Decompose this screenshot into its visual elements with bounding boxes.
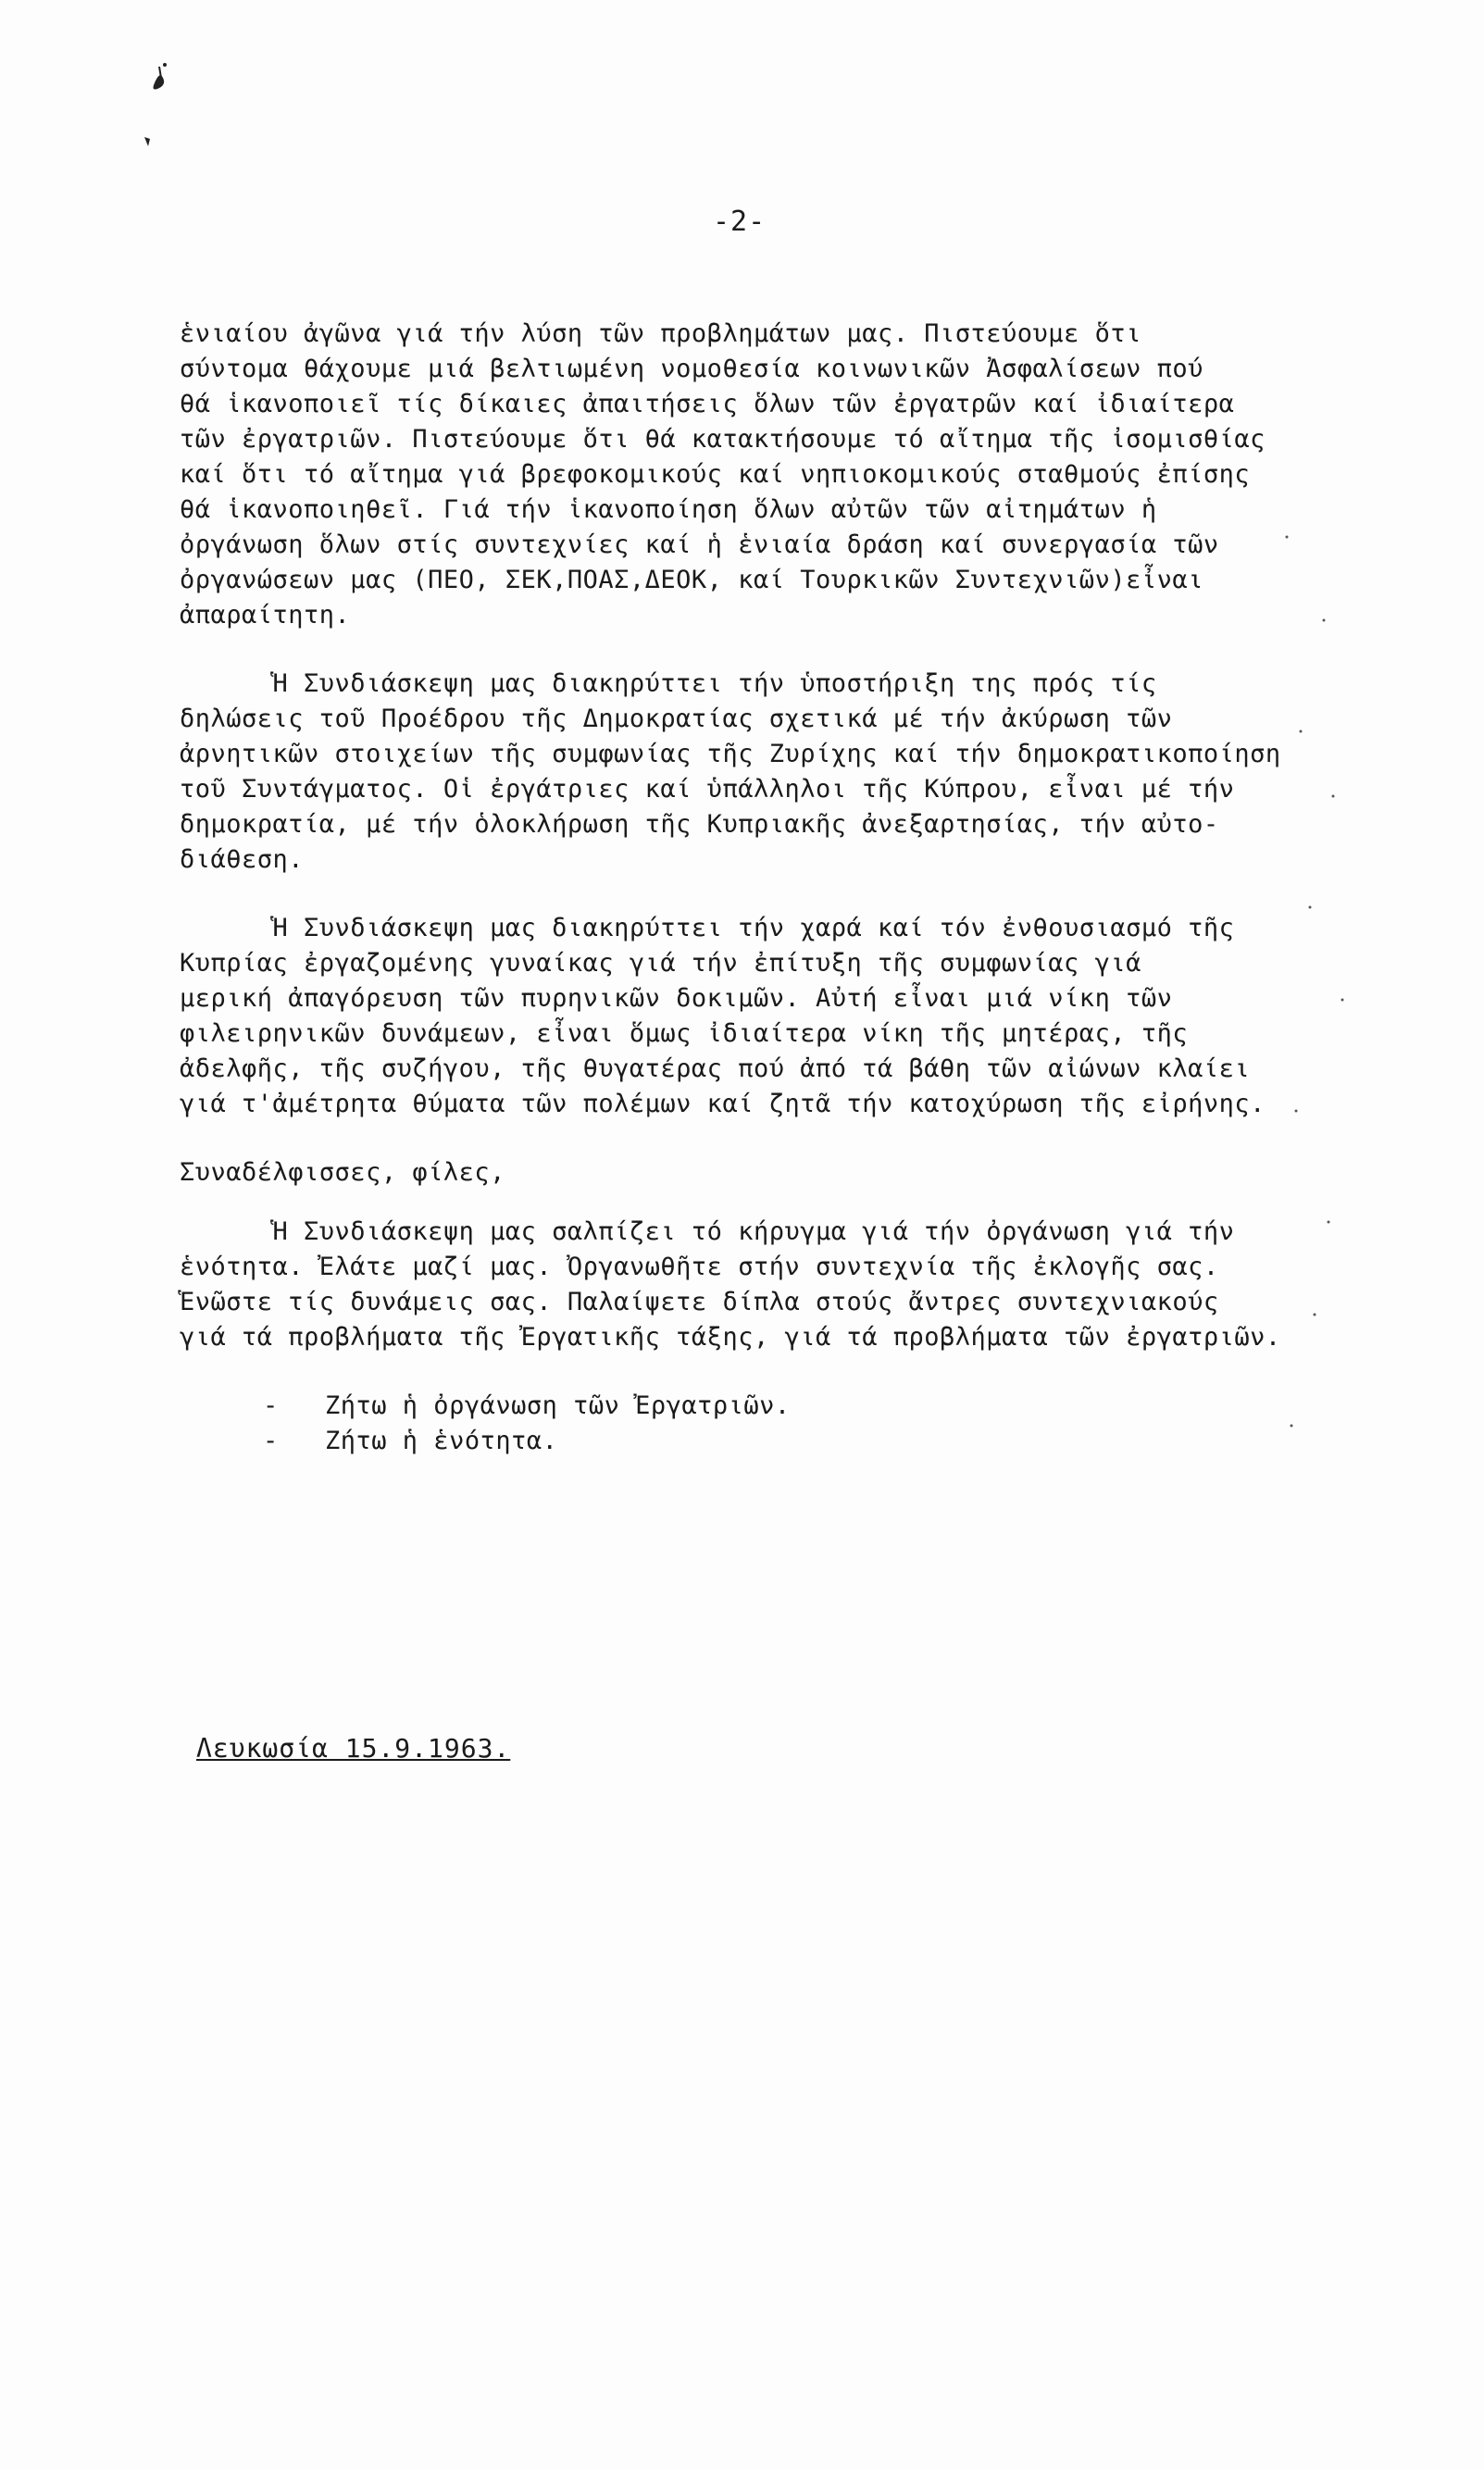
- dateline: Λευκωσία 15.9.1963.: [196, 1733, 511, 1764]
- text-line: ἑνιαίου ἀγῶνα γιά τήν λύση τῶν προβλημάτων μας. Πιστεύουμε ὅτι: [180, 319, 1141, 348]
- slogan-item: - Ζήτω ἡ ὀργάνωση τῶν Ἐργατριῶν.: [263, 1391, 791, 1420]
- text-line: ἀδελφῆς, τῆς συζήγου, τῆς θυγατέρας πού ἀπό τά βάθη τῶν αἰώνων κλαίει: [180, 1054, 1251, 1083]
- text-line: μερική ἀπαγόρευση τῶν πυρηνικῶν δοκιμῶν. Αὐτή εἶναι μιά νίκη τῶν: [180, 984, 1173, 1013]
- text-line: ἑνότητα. Ἐλάτε μαζί μας. Ὀργανωθῆτε στήν συντεχνία τῆς ἐκλογῆς σας.: [180, 1253, 1219, 1281]
- closing-paragraph: [180, 1215, 1346, 1355]
- slogan-item: - Ζήτω ἡ ἑνότητα.: [263, 1427, 558, 1455]
- page-number: -2-: [713, 206, 767, 238]
- text-line: τῶν ἐργατριῶν. Πιστεύουμε ὅτι θά κατακτήσουμε τό αἴτημα τῆς ἰσομισθίας: [180, 425, 1266, 454]
- text-line: θά ἱκανοποιεῖ τίς δίκαιες ἀπαιτήσεις ὅλων τῶν ἐργατρῶν καί ἰδιαίτερα: [180, 390, 1235, 418]
- text-line: Ἡ Συνδιάσκεψη μας διακηρύττει τήν ὑποστήριξη της πρός τίς: [180, 669, 1157, 698]
- text-line: διάθεση.: [180, 845, 305, 874]
- text-line: σύντομα θάχουμε μιά βελτιωμένη νομοθεσία κοινωνικῶν Ἀσφαλίσεων πού: [180, 355, 1203, 383]
- document-body: [180, 317, 1346, 1459]
- paragraph-2: [180, 667, 1346, 878]
- text-line: γιά τά προβλήματα τῆς Ἐργατικῆς τάξης, γιά τά προβλήματα τῶν ἐργατριῶν.: [180, 1323, 1281, 1352]
- paragraph-3: [180, 911, 1346, 1122]
- handwritten-margin-mark: [139, 57, 176, 159]
- text-line: ἀρνητικῶν στοιχείων τῆς συμφωνίας τῆς Ζυρίχης καί τήν δημοκρατικοποίηση: [180, 740, 1281, 768]
- text-line: δηλώσεις τοῦ Προέδρου τῆς Δημοκρατίας σχετικά μέ τήν ἀκύρωση τῶν: [180, 705, 1173, 733]
- text-line: ἀπαραίτητη.: [180, 601, 351, 630]
- text-line: τοῦ Συντάγματος. Οἱ ἐργάτριες καί ὑπάλληλοι τῆς Κύπρου, εἶναι μέ τήν: [180, 775, 1235, 804]
- text-line: Ἡ Συνδιάσκεψη μας διακηρύττει τήν χαρά καί τόν ἐνθουσιασμό τῆς: [180, 914, 1235, 942]
- slogan-list: [180, 1389, 1346, 1459]
- text-line: δημοκρατία, μέ τήν ὁλοκλήρωση τῆς Κυπριακῆς ἀνεξαρτησίας, τήν αὐτο-: [180, 810, 1219, 839]
- text-line: ὀργανώσεων μας (ΠΕΟ, ΣΕΚ,ΠΟΑΣ,ΔΕΟΚ, καί Τουρκικῶν Συντεχνιῶν)εἶναι: [180, 566, 1203, 594]
- text-line: Ἡ Συνδιάσκεψη μας σαλπίζει τό κήρυγμα γιά τήν ὀργάνωση γιά τήν: [180, 1217, 1235, 1246]
- text-line: καί ὅτι τό αἴτημα γιά βρεφοκομικούς καί νηπιοκομικούς σταθμούς ἐπίσης: [180, 460, 1251, 489]
- text-line: γιά τ'ἀμέτρητα θύματα τῶν πολέμων καί ζητᾶ τήν κατοχύρωση τῆς εἰρήνης.: [180, 1090, 1266, 1118]
- text-line: Κυπρίας ἐργαζομένης γυναίκας γιά τήν ἐπίτυξη τῆς συμφωνίας γιά: [180, 949, 1141, 978]
- scan-specks: [1268, 518, 1361, 1629]
- text-line: Ἑνῶστε τίς δυνάμεις σας. Παλαίψετε δίπλα στούς ἄντρες συντεχνιακούς: [180, 1288, 1219, 1316]
- salutation: Συναδέλφισσες, φίλες,: [180, 1158, 505, 1187]
- paragraph-1: [180, 317, 1346, 633]
- text-line: θά ἱκανοποιηθεῖ. Γιά τήν ἱκανοποίηση ὅλων αὐτῶν τῶν αἰτημάτων ἡ: [180, 495, 1157, 524]
- text-line: φιλειρηνικῶν δυνάμεων, εἶναι ὅμως ἰδιαίτερα νίκη τῆς μητέρας, τῆς: [180, 1019, 1189, 1048]
- text-line: ὀργάνωση ὅλων στίς συντεχνίες καί ἡ ἑνιαία δράση καί συνεργασία τῶν: [180, 530, 1219, 559]
